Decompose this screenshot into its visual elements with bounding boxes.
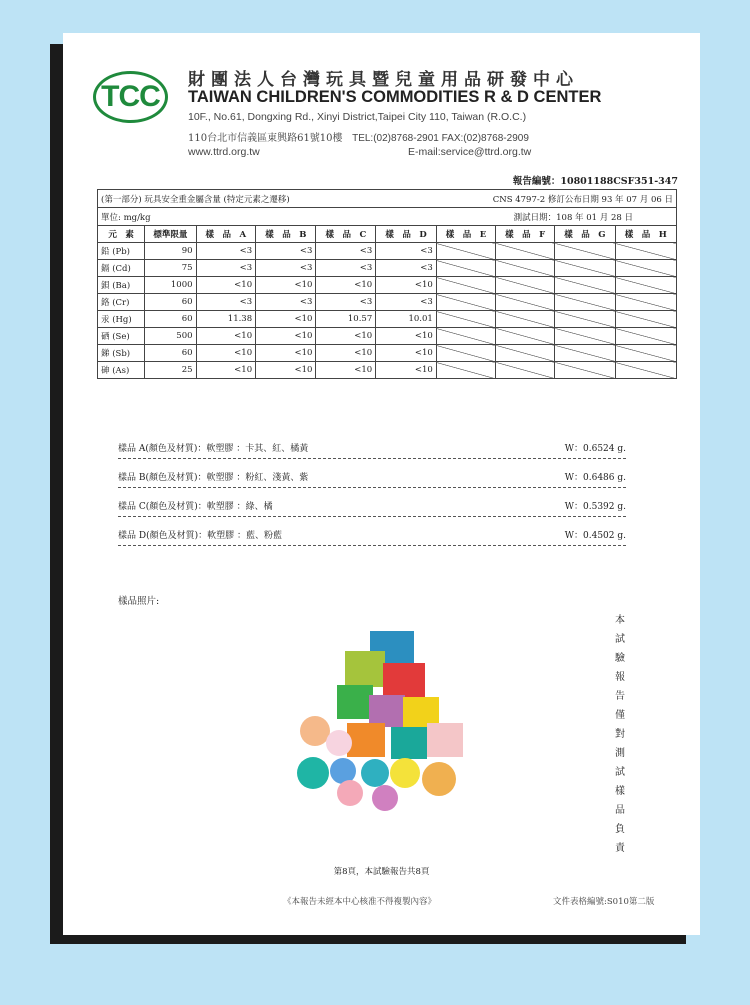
value-cell: <10: [376, 328, 437, 345]
web-contact-line: [188, 146, 648, 158]
vertical-char: 本: [615, 615, 625, 626]
form-number: 文件表格編號:S010第二版: [553, 897, 655, 907]
empty-cell: [436, 362, 495, 379]
element-cell: 銻 (Sb): [98, 345, 145, 362]
table-unit-row: [98, 207, 676, 225]
address-en: 10F., No.61, Dongxing Rd., Xinyi District,Taipei City 110, Taiwan (R.O.C.): [188, 111, 527, 123]
element-cell: 鎘 (Cd): [98, 260, 145, 277]
value-cell: <10: [196, 362, 256, 379]
report-page: [63, 33, 700, 935]
vertical-char: 測: [615, 748, 625, 759]
vertical-char: 責: [615, 843, 625, 854]
element-cell: 鋇 (Ba): [98, 277, 145, 294]
vertical-char: 驗: [615, 653, 625, 664]
vertical-char: 報: [615, 672, 625, 683]
vertical-char: 樣: [615, 786, 625, 797]
empty-cell: [436, 345, 495, 362]
value-cell: <10: [256, 311, 316, 328]
empty-cell: [615, 345, 676, 362]
table-row: [98, 311, 677, 328]
value-cell: <10: [196, 345, 256, 362]
empty-cell: [436, 328, 495, 345]
empty-cell: [615, 277, 676, 294]
empty-cell: [496, 294, 555, 311]
standard: CNS 4797-2 修訂公布日期 93 年 07 月 06 日: [492, 194, 673, 205]
table-row: [98, 243, 677, 260]
value-cell: <10: [256, 362, 316, 379]
limit-cell: 60: [145, 345, 196, 362]
sample-c: [118, 499, 626, 517]
empty-cell: [615, 311, 676, 328]
empty-cell: [496, 362, 555, 379]
value-cell: <10: [316, 345, 376, 362]
value-cell: <10: [376, 277, 437, 294]
empty-cell: [496, 328, 555, 345]
element-cell: 砷 (As): [98, 362, 145, 379]
value-cell: <3: [316, 294, 376, 311]
table-header-row: [98, 226, 677, 243]
limit-cell: 60: [145, 294, 196, 311]
sample-b: [118, 470, 626, 488]
value-cell: <10: [256, 277, 316, 294]
empty-cell: [496, 311, 555, 328]
value-cell: <3: [376, 260, 437, 277]
limit-cell: 25: [145, 362, 196, 379]
sample-weight: W：0.4502 g.: [564, 531, 626, 541]
column-header: 樣 品 F: [496, 226, 555, 243]
empty-cell: [496, 243, 555, 260]
empty-cell: [555, 345, 615, 362]
value-cell: <3: [316, 260, 376, 277]
tcc-logo: [93, 71, 168, 123]
empty-cell: [555, 328, 615, 345]
sample-desc: 樣品 C(顏色及材質)：軟塑膠 ：綠、橘: [118, 502, 273, 512]
empty-cell: [615, 243, 676, 260]
value-cell: <3: [256, 243, 316, 260]
column-header: 元 素: [98, 226, 145, 243]
element-cell: 鉛 (Pb): [98, 243, 145, 260]
column-header: 樣 品 A: [196, 226, 256, 243]
test-date: 測試日期：108 年 01 月 28 日: [513, 212, 633, 223]
value-cell: 11.38: [196, 311, 256, 328]
column-header: 樣 品 D: [376, 226, 437, 243]
org-name-cn: 財團法人台灣玩具暨兒童用品研發中心: [188, 70, 579, 90]
empty-cell: [555, 311, 615, 328]
table-row: [98, 362, 677, 379]
sample-desc: 樣品 B(顏色及材質)：軟塑膠 ：粉紅、淺黃、紫: [118, 473, 309, 483]
sample-desc: 樣品 A(顏色及材質)：軟塑膠 ：卡其、紅、橘黃: [118, 444, 309, 454]
empty-cell: [555, 260, 615, 277]
empty-cell: [555, 294, 615, 311]
column-header: 樣 品 H: [615, 226, 676, 243]
table-title-row: [98, 190, 676, 207]
table-row: [98, 328, 677, 345]
value-cell: <10: [256, 328, 316, 345]
value-cell: <10: [316, 328, 376, 345]
empty-cell: [555, 277, 615, 294]
value-cell: <3: [316, 243, 376, 260]
limit-cell: 1000: [145, 277, 196, 294]
empty-cell: [496, 277, 555, 294]
empty-cell: [436, 260, 495, 277]
photo-label: 樣品照片:: [118, 596, 160, 607]
empty-cell: [615, 362, 676, 379]
vertical-char: 品: [615, 805, 625, 816]
value-cell: <3: [376, 243, 437, 260]
limit-cell: 500: [145, 328, 196, 345]
value-cell: <10: [256, 345, 316, 362]
empty-cell: [436, 294, 495, 311]
empty-cell: [615, 328, 676, 345]
report-number: 報告編號：10801188CSF351-347: [512, 176, 678, 187]
value-cell: <3: [196, 260, 256, 277]
value-cell: <3: [196, 294, 256, 311]
column-header: 標準限量: [145, 226, 196, 243]
table-row: [98, 345, 677, 362]
element-cell: 汞 (Hg): [98, 311, 145, 328]
value-cell: <10: [316, 362, 376, 379]
limit-cell: 60: [145, 311, 196, 328]
sample-weight: W：0.5392 g.: [564, 502, 626, 512]
vertical-char: 對: [615, 729, 625, 740]
sample-desc: 樣品 D(顏色及材質)：軟塑膠 ：藍、粉藍: [118, 531, 282, 541]
empty-cell: [555, 362, 615, 379]
vertical-note: [613, 611, 627, 854]
element-cell: 鉻 (Cr): [98, 294, 145, 311]
limit-cell: 90: [145, 243, 196, 260]
element-cell: 硒 (Se): [98, 328, 145, 345]
vertical-char: 告: [615, 691, 625, 702]
table-row: [98, 260, 677, 277]
value-cell: 10.57: [316, 311, 376, 328]
value-cell: <10: [376, 345, 437, 362]
table-header-block: [97, 189, 677, 225]
value-cell: <3: [256, 294, 316, 311]
tel-fax: TEL:(02)8768-2901 FAX:(02)8768-2909: [352, 133, 529, 144]
footer-note: 《本報告未經本中心核准不得複製內容》: [283, 897, 437, 907]
sample-photo: [295, 623, 475, 813]
email: E-mail:service@ttrd.org.tw: [408, 146, 532, 158]
value-cell: <10: [196, 277, 256, 294]
sample-a: [118, 441, 626, 459]
value-cell: <3: [376, 294, 437, 311]
empty-cell: [496, 345, 555, 362]
empty-cell: [615, 260, 676, 277]
empty-cell: [555, 243, 615, 260]
vertical-char: 僅: [615, 710, 625, 721]
empty-cell: [615, 294, 676, 311]
column-header: 樣 品 B: [256, 226, 316, 243]
column-header: 樣 品 E: [436, 226, 495, 243]
table-row: [98, 294, 677, 311]
empty-cell: [496, 260, 555, 277]
value-cell: <3: [196, 243, 256, 260]
limit-cell: 75: [145, 260, 196, 277]
heavy-metal-table: [97, 225, 677, 379]
value-cell: 10.01: [376, 311, 437, 328]
website: www.ttrd.org.tw: [188, 146, 260, 158]
value-cell: <10: [196, 328, 256, 345]
column-header: 樣 品 G: [555, 226, 615, 243]
org-name-en: TAIWAN CHILDREN'S COMMODITIES R & D CENTER: [188, 88, 602, 106]
empty-cell: [436, 311, 495, 328]
vertical-char: 負: [615, 824, 625, 835]
empty-cell: [436, 243, 495, 260]
sample-d: [118, 528, 626, 546]
value-cell: <10: [316, 277, 376, 294]
value-cell: <3: [256, 260, 316, 277]
sample-weight: W：0.6524 g.: [564, 444, 626, 454]
address-contact-line: [188, 129, 648, 144]
empty-cell: [436, 277, 495, 294]
section-title: (第一部分) 玩具安全重金屬含量 (特定元素之遷移): [101, 194, 290, 205]
page-number: 第8頁，本試驗報告共8頁: [333, 867, 430, 877]
address-cn: 110台北市信義區東興路61號10樓: [188, 133, 343, 144]
vertical-char: 試: [615, 634, 625, 645]
sample-weight: W：0.6486 g.: [564, 473, 626, 483]
table-row: [98, 277, 677, 294]
column-header: 樣 品 C: [316, 226, 376, 243]
unit: 單位: mg/kg: [101, 212, 151, 223]
vertical-char: 試: [615, 767, 625, 778]
logo-text: TCC: [101, 80, 160, 113]
value-cell: <10: [376, 362, 437, 379]
